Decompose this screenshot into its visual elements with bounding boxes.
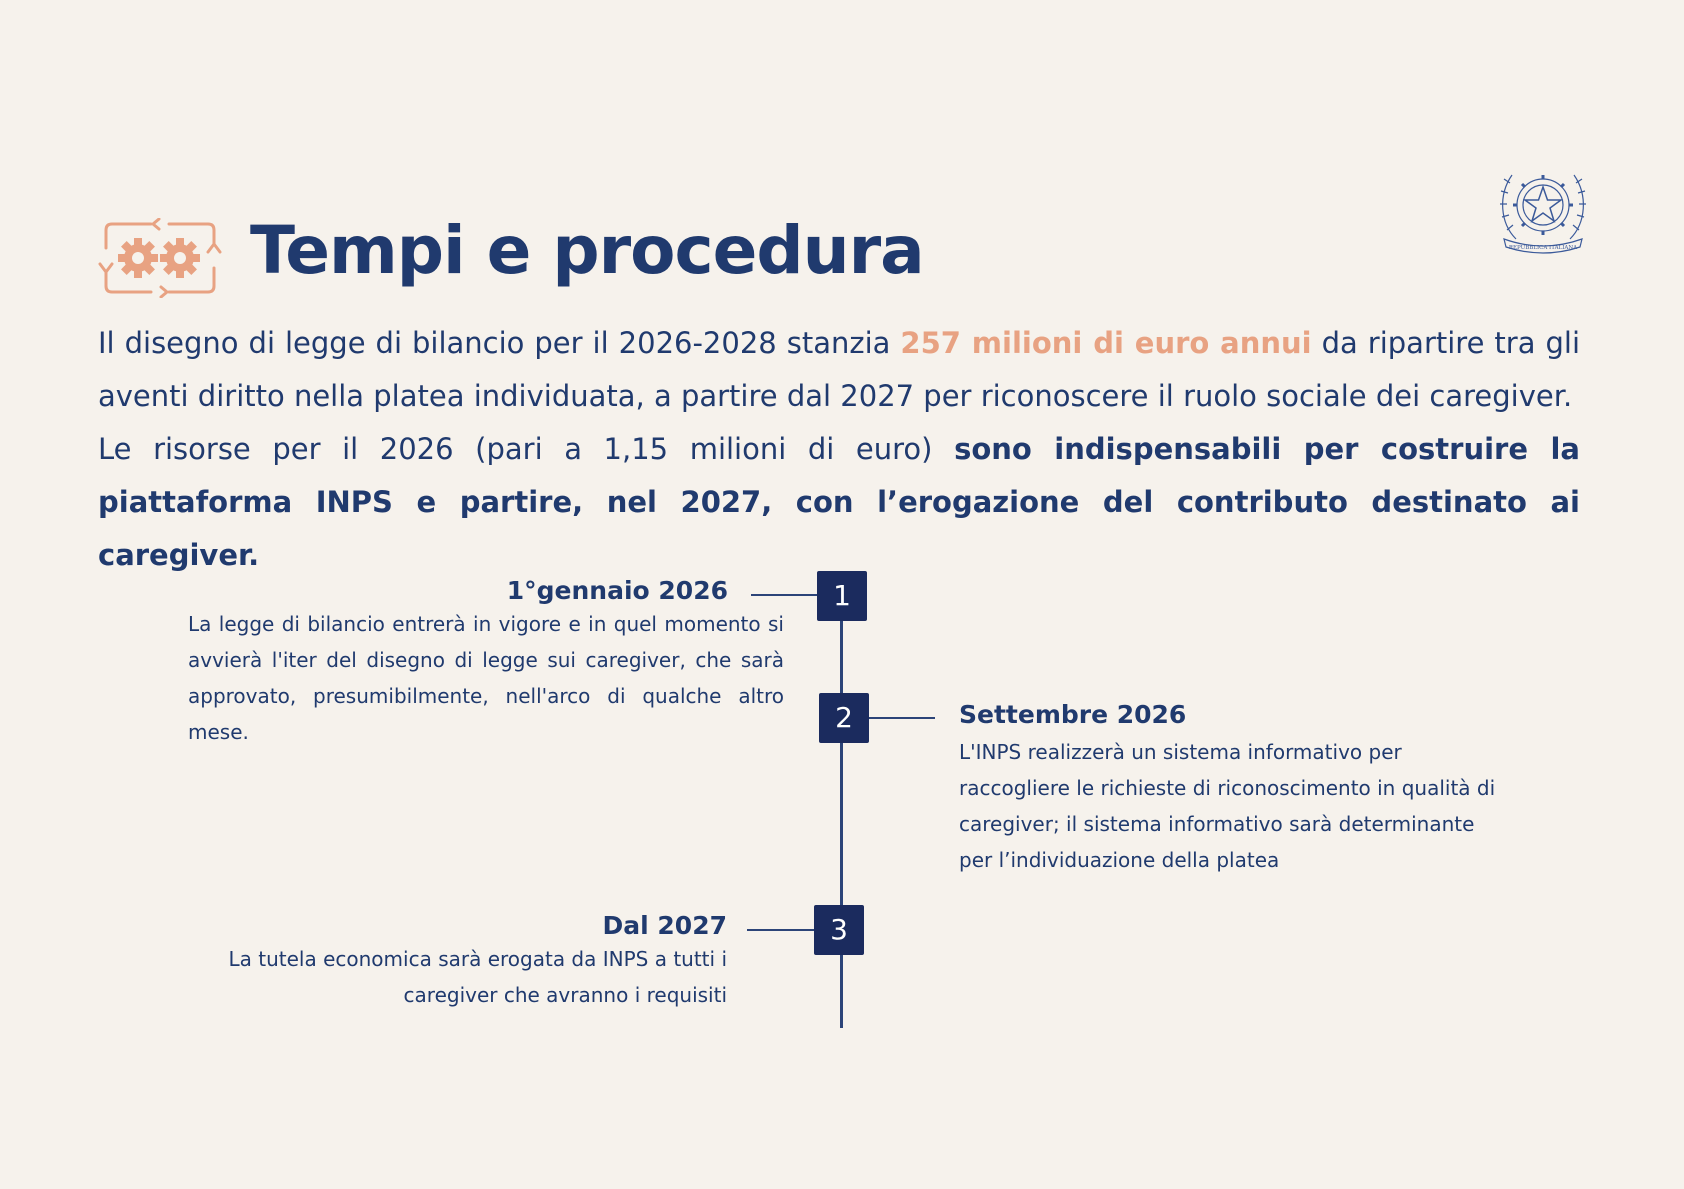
emblem-ribbon-text: REPUBBLICA ITALIANA — [1508, 245, 1578, 251]
timeline-connector-1 — [751, 594, 817, 596]
timeline-connector-3 — [747, 929, 814, 931]
timeline-line — [840, 572, 843, 1028]
intro-p2-plain: Le risorse per il 2026 (pari a 1,15 milioni di euro) — [98, 432, 955, 466]
intro-p1-after: da ripartire tra gli aventi diritto nella platea individuata, a partire dal 2027 per riconoscere il ruolo sociale dei caregiver. — [98, 326, 1581, 413]
funding-highlight: 257 milioni di euro annui — [900, 326, 1312, 360]
italian-republic-emblem-icon — [1496, 153, 1590, 257]
intro-text — [98, 317, 1580, 582]
gears-cycle-icon — [96, 218, 224, 298]
timeline-step-1-text: La legge di bilancio entrerà in vigore e in quel momento si avvierà l'iter del disegno di legge sui caregiver, che sarà approvato, presumibilmente, nell'arco di qualche altro mese. — [188, 612, 784, 744]
timeline-step-3-number: 3 — [814, 905, 864, 955]
timeline-step-3-text: La tutela economica sarà erogata da INPS a tutti i caregiver che avranno i requisiti — [228, 947, 727, 1007]
timeline-step-1-heading: 1°gennaio 2026 — [506, 576, 728, 605]
timeline-connector-2 — [869, 717, 935, 719]
intro-paragraph-2 — [98, 423, 1580, 582]
timeline-step-2-heading: Settembre 2026 — [959, 700, 1187, 729]
intro-p1-before: Il disegno di legge di bilancio per il 2026-2028 stanzia — [98, 326, 901, 360]
intro-p2-bold: sono indispensabili per costruire la piattaforma INPS e partire, nel 2027, con l’erogazione del contributo destinato ai caregiver. — [98, 432, 1580, 572]
timeline-step-2-number: 2 — [819, 693, 869, 743]
intro-paragraph-1 — [98, 317, 1580, 423]
timeline-step-1-number: 1 — [817, 571, 867, 621]
timeline-step-2-text: L'INPS realizzerà un sistema informativo per raccogliere le richieste di riconoscimento in qualità di caregiver; il sistema informativo sarà determinante per l’individuazione della platea — [959, 740, 1496, 872]
page-title: Tempi e procedura — [250, 212, 924, 289]
timeline-step-3-heading: Dal 2027 — [602, 911, 727, 940]
